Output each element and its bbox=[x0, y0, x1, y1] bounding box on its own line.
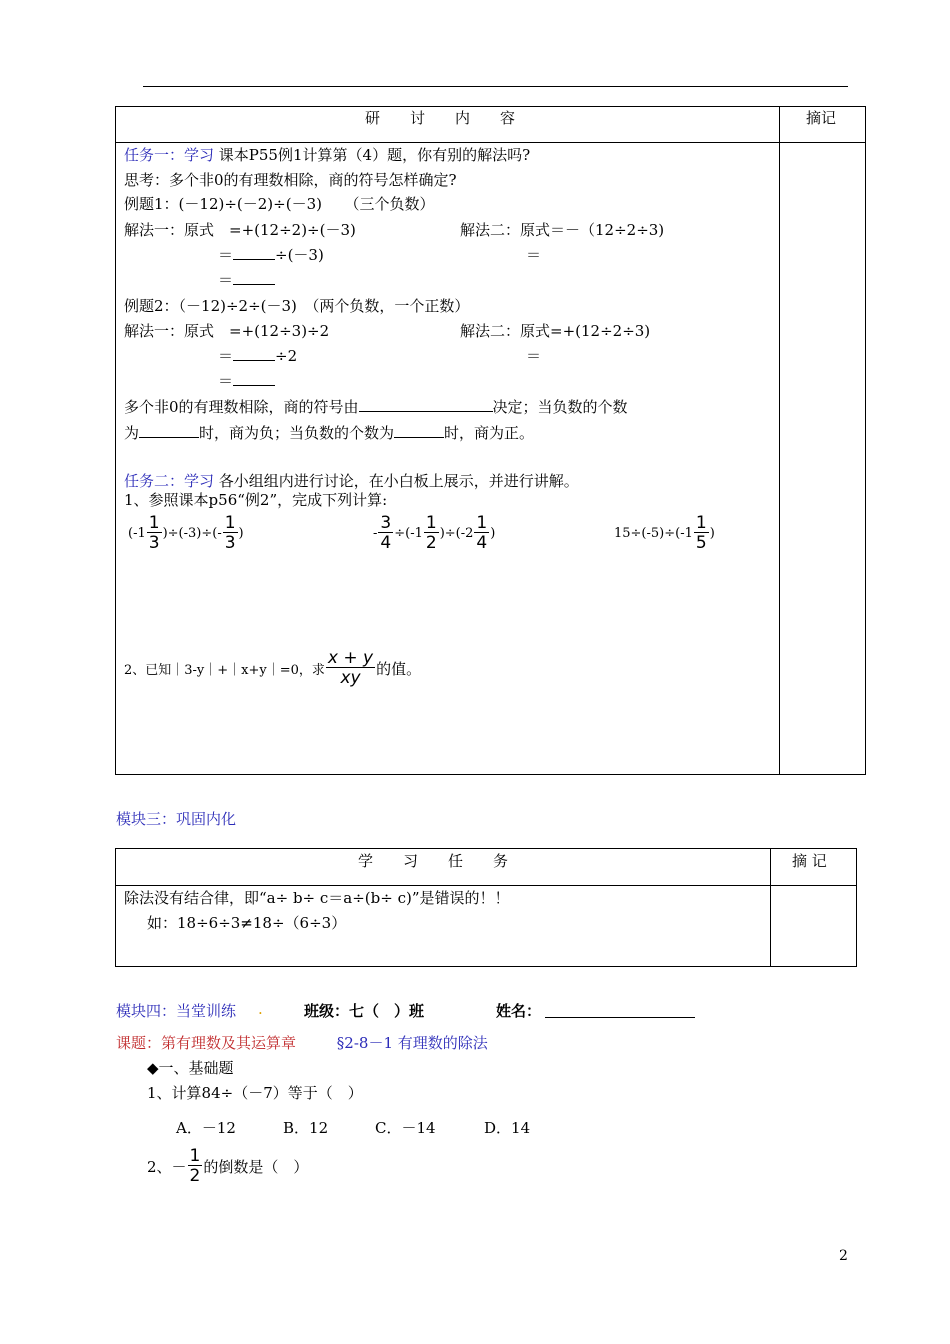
ex1-method1-line3 bbox=[218, 269, 275, 290]
name-label: 姓名： bbox=[496, 1002, 542, 1020]
ex2-method2-line1: 解法二：原式=+(12÷2÷3) bbox=[460, 322, 651, 340]
module3-title: 模块三：巩固内化 bbox=[116, 810, 237, 828]
task-table-header: 学 习 任 务 bbox=[358, 852, 509, 870]
rule-text: 为 bbox=[124, 424, 140, 442]
task2-text: 各小组组内进行讨论，在小白板上展示，并进行讲解。 bbox=[218, 472, 579, 490]
table-header-notes: 摘记 bbox=[806, 109, 837, 127]
denominator: 4 bbox=[476, 533, 488, 553]
q1-option-d: D．14 bbox=[484, 1119, 531, 1137]
task1-text: 课本P55例1计算第（4）题，你有别的解法吗? bbox=[218, 146, 531, 164]
class-label: 班级：七（ ）班 bbox=[304, 1002, 425, 1020]
q1-option-a: A．－12 bbox=[176, 1119, 236, 1137]
numerator: 1 bbox=[476, 513, 488, 533]
denominator: 2 bbox=[189, 1166, 201, 1186]
equals: ＝ bbox=[218, 246, 234, 264]
calc3-expression bbox=[614, 515, 715, 552]
answer-blank[interactable] bbox=[139, 423, 199, 438]
answer-blank[interactable] bbox=[233, 245, 275, 260]
denominator: 5 bbox=[695, 533, 707, 553]
denominator: 3 bbox=[224, 533, 236, 553]
section-heading: ◆一、基础题 bbox=[147, 1059, 234, 1077]
q2-text: 的值。 bbox=[376, 660, 422, 678]
answer-blank[interactable] bbox=[233, 270, 275, 285]
exercise-q2 bbox=[147, 1148, 308, 1185]
task1-label: 任务一：学习 bbox=[124, 146, 215, 164]
rule-text: 时，商为正。 bbox=[444, 424, 535, 442]
answer-blank[interactable] bbox=[394, 423, 444, 438]
task2-line bbox=[124, 470, 579, 491]
question1: 1、参照课本p56“例2”，完成下列计算: bbox=[124, 491, 388, 509]
numerator: 1 bbox=[148, 513, 160, 533]
rule-text: 时，商为负；当负数的个数为 bbox=[199, 424, 395, 442]
q1-option-c: C．－14 bbox=[375, 1119, 436, 1137]
header-rule bbox=[143, 86, 848, 87]
equals: ＝ bbox=[218, 347, 234, 365]
rule-text: 多个非0的有理数相除，商的符号由 bbox=[124, 398, 359, 416]
sign-rule-line1 bbox=[124, 396, 628, 417]
ex1-method1-line1: 解法一：原式 =+(12÷2)÷(－3) bbox=[124, 221, 356, 239]
fraction bbox=[188, 1148, 203, 1185]
table-divider bbox=[770, 848, 771, 967]
q2-text: 的倒数是（ ） bbox=[203, 1158, 309, 1176]
calc-text: )÷(-2 bbox=[439, 526, 474, 541]
topic-section: §2-8－1 有理数的除法 bbox=[336, 1034, 488, 1052]
numerator: 1 bbox=[224, 513, 236, 533]
ex2-method1-line1: 解法一：原式 =+(12÷3)÷2 bbox=[124, 322, 330, 340]
rule-text: 决定；当负数的个数 bbox=[492, 398, 628, 416]
table-header-rule bbox=[115, 142, 866, 143]
fraction bbox=[326, 650, 375, 687]
numerator: 3 bbox=[380, 513, 392, 533]
calc-text: )÷(-3)÷(- bbox=[162, 526, 222, 541]
question2 bbox=[124, 650, 421, 687]
numerator: 1 bbox=[695, 513, 707, 533]
q1-option-b: B．12 bbox=[283, 1119, 329, 1137]
denominator: xy bbox=[340, 668, 361, 688]
task2-label: 任务二：学习 bbox=[124, 472, 215, 490]
calc-text: 15÷(-5)÷(-1 bbox=[614, 526, 693, 541]
name-field[interactable] bbox=[545, 1017, 695, 1018]
lesson-topic bbox=[116, 1032, 488, 1053]
numerator: x + y bbox=[327, 648, 374, 668]
sign-rule-line2 bbox=[124, 422, 534, 443]
denominator: 4 bbox=[380, 533, 392, 553]
denominator: 3 bbox=[148, 533, 160, 553]
calc-text: (-1 bbox=[128, 526, 146, 541]
calc1-expression bbox=[128, 515, 244, 552]
calc-text: ) bbox=[709, 526, 715, 541]
calc2-expression bbox=[373, 515, 495, 552]
associativity-example: 如：18÷6÷3≠18÷（6÷3） bbox=[147, 914, 347, 932]
example2-title: 例题2：（－12)÷2÷(－3) （两个负数，一个正数） bbox=[124, 297, 470, 315]
module4-title: 模块四：当堂训练 bbox=[116, 1002, 237, 1020]
q2-text: 2、－ bbox=[147, 1158, 187, 1176]
calc-text: ) bbox=[490, 526, 496, 541]
ex1-method2-line2: ＝ bbox=[526, 246, 542, 264]
associativity-note: 除法没有结合律，即“a÷ b÷ c＝a÷(b÷ c)”是错误的！！ bbox=[124, 889, 510, 907]
example1-title: 例题1：(－12)÷(－2)÷(－3) （三个负数） bbox=[124, 195, 435, 213]
numerator: 1 bbox=[425, 513, 437, 533]
orange-dot: . bbox=[258, 1000, 263, 1018]
calc-text: ) bbox=[238, 526, 244, 541]
answer-blank[interactable] bbox=[233, 371, 275, 386]
fraction bbox=[694, 515, 709, 552]
task1-line bbox=[124, 144, 530, 165]
answer-blank[interactable] bbox=[359, 397, 493, 412]
equals: ＝ bbox=[218, 372, 234, 390]
answer-blank[interactable] bbox=[233, 346, 275, 361]
table-header-rule bbox=[115, 885, 857, 886]
fraction bbox=[424, 515, 439, 552]
calc-text: - bbox=[373, 526, 378, 541]
ex1-method2-line1: 解法二：原式＝－（12÷2÷3) bbox=[460, 221, 665, 239]
page-number: 2 bbox=[839, 1248, 848, 1264]
numerator: 1 bbox=[189, 1146, 201, 1166]
equals: ＝ bbox=[218, 271, 234, 289]
ex2-method1-line3 bbox=[218, 370, 275, 391]
fraction bbox=[474, 515, 489, 552]
table-header-content: 研 讨 内 容 bbox=[365, 109, 516, 127]
divisor: ÷2 bbox=[275, 347, 298, 365]
ex2-method1-line2 bbox=[218, 345, 297, 366]
table-divider bbox=[779, 106, 780, 775]
topic-text: 课题：第有理数及其运算章 bbox=[116, 1034, 297, 1052]
fraction bbox=[223, 515, 238, 552]
think-question: 思考：多个非0的有理数相除，商的符号怎样确定? bbox=[124, 171, 457, 189]
divisor: ÷(－3) bbox=[275, 246, 324, 264]
ex2-method2-line2: ＝ bbox=[526, 347, 542, 365]
ex1-method1-line2 bbox=[218, 244, 324, 265]
q2-text: 2、已知｜3-y｜+｜x+y｜=0，求 bbox=[124, 663, 325, 678]
denominator: 2 bbox=[425, 533, 437, 553]
task-table-notes-header: 摘 记 bbox=[792, 852, 827, 870]
calc-text: ÷(-1 bbox=[394, 526, 423, 541]
fraction bbox=[147, 515, 162, 552]
exercise-q1: 1、计算84÷（－7）等于（ ） bbox=[147, 1084, 363, 1102]
fraction bbox=[378, 515, 393, 552]
